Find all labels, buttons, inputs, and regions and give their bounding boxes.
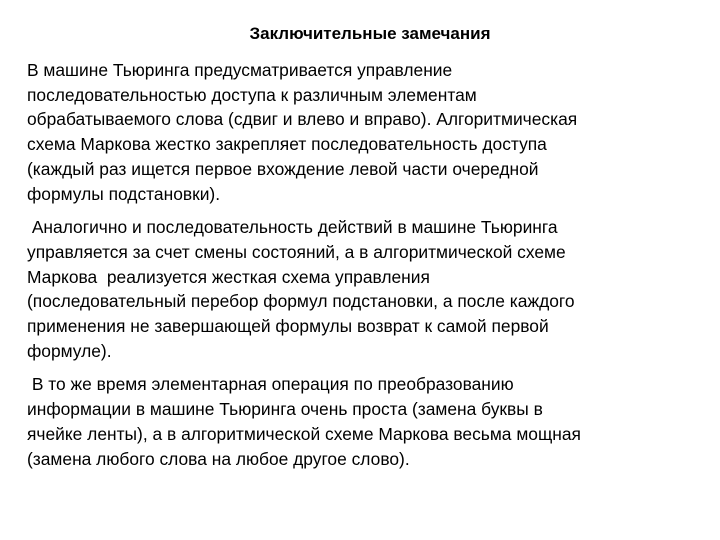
paragraph-line: схема Маркова жестко закрепляет последовательность доступа [27, 134, 547, 155]
paragraph-line: последовательностью доступа к различным элементам [27, 84, 477, 105]
paragraph-2 [27, 215, 707, 363]
paragraph-line: обрабатываемого слова (сдвиг и влево и вправо). Алгоритмическая [27, 109, 578, 130]
slide-title: Заключительные замечания [249, 24, 491, 43]
paragraph-line: В машине Тьюринга предусматривается управление [27, 60, 453, 80]
paragraph-line: управляется за счет смены состояний, а в алгоритмической схеме [27, 241, 566, 262]
paragraph-line: В то же время элементарная операция по преобразованию [27, 374, 514, 395]
paragraph-line: формулы подстановки). [27, 183, 221, 204]
paragraph-line: формуле). [27, 340, 112, 361]
paragraph-1 [27, 58, 707, 206]
paragraph-line: (каждый раз ищется первое вхождение левой части очередной [27, 158, 539, 179]
paragraph-line: Маркова реализуется жесткая схема управления [27, 266, 430, 287]
paragraph-3 [27, 372, 707, 471]
slide-body [27, 58, 707, 471]
paragraph-line: (замена любого слова на любое другое слово). [27, 448, 410, 469]
paragraph-line: применения не завершающей формулы возврат к самой первой [27, 316, 549, 337]
paragraph-line: (последовательный перебор формул подстановки, а после каждого [27, 291, 575, 312]
paragraph-line: информации в машине Тьюринга очень проста (замена буквы в [27, 399, 543, 420]
paragraph-line: ячейке ленты), а в алгоритмической схеме Маркова весьма мощная [27, 423, 581, 444]
paragraph-line: Аналогично и последовательность действий в машине Тьюринга [27, 217, 558, 238]
